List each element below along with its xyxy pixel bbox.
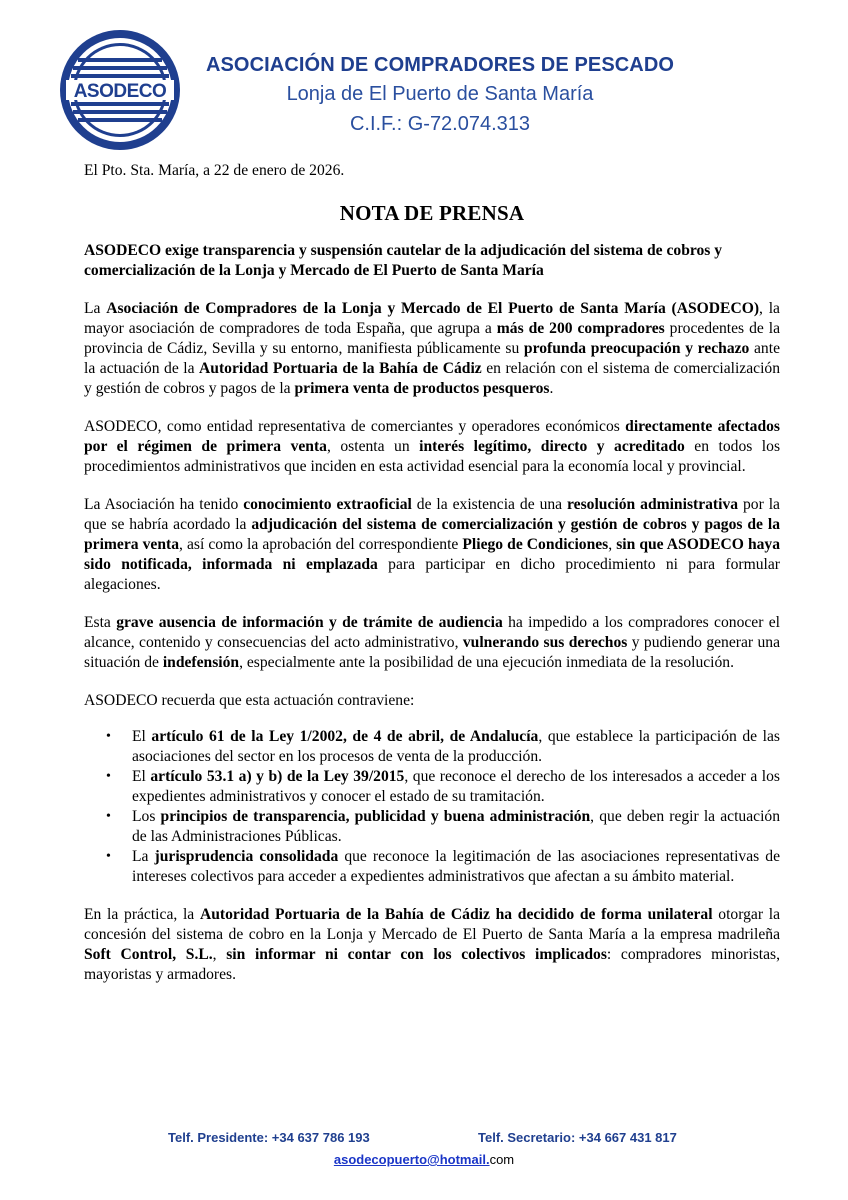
text-run: ASODECO, como entidad representativa de comerciantes y operadores económicos (84, 418, 626, 435)
paragraph-5: ASODECO recuerda que esta actuación contraviene: (84, 692, 415, 709)
text-run: , así como la aprobación del correspondiente (179, 536, 463, 553)
bold-run: principios de transparencia, publicidad y buena administración (160, 808, 591, 825)
text-run: : compradores minoristas, mayoristas y armadores. (84, 946, 780, 983)
bold-run: profunda preocupación y rechazo (523, 340, 750, 357)
bold-run: artículo 61 de la Ley 1/2002, de 4 de abril, de Andalucía (151, 728, 539, 745)
bold-run: adjudicación del sistema de comercialización y gestión de cobros y pagos de la primera venta (84, 516, 780, 553)
email-link[interactable]: asodecopuerto@hotmail. (333, 1152, 490, 1167)
text-run: en relación con el sistema de comercialización y gestión de cobros y pagos de la (84, 360, 780, 397)
email-tail: com (489, 1152, 515, 1167)
text-run: , la mayor asociación de compradores de toda España, que agrupa a (84, 300, 780, 337)
secretary-phone: Telf. Secretario: +34 667 431 817 (478, 1130, 677, 1145)
text-run: En la práctica, la (84, 906, 200, 923)
text-run: de la existencia de una (411, 496, 568, 513)
lead-paragraph: ASODECO exige transparencia y suspensión cautelar de la adjudicación del sistema de cobros y comercialización de la Lonja y Mercado de El Puerto de Santa María (84, 242, 723, 279)
bold-run: Autoridad Portuaria de la Bahía de Cádiz ha decidido de forma unilateral (199, 906, 713, 923)
text-run: y pudiendo generar una situación de (84, 634, 780, 671)
bullet-icon: • (106, 769, 111, 784)
text-run: , que establece la participación de las asociaciones del sector en los procesos de venta de la producción. (132, 728, 780, 765)
text-run: El (132, 728, 152, 745)
bold-run: artículo 53.1 a) y b) de la Ley 39/2015 (150, 768, 405, 785)
text-run: por la que se habría acordado la (84, 496, 780, 533)
document-heading: NOTA DE PRENSA (339, 201, 525, 225)
bold-run: sin que ASODECO haya sido notificada, informada ni emplazada (84, 536, 781, 573)
text-run: , (212, 946, 227, 963)
paragraph-1 (84, 299, 780, 399)
text-run: , (608, 536, 617, 553)
bold-run: primera venta de productos pesqueros (294, 380, 550, 397)
text-run: , ostenta un (326, 438, 420, 455)
association-subtitle: Lonja de El Puerto de Santa María (286, 83, 594, 105)
bullet-icon: • (106, 809, 111, 824)
text-run: Los (132, 808, 161, 825)
text-run: procedentes de la provincia de Cádiz, Sevilla y su entorno, manifiesta públicamente su (84, 320, 781, 357)
president-phone: Telf. Presidente: +34 637 786 193 (168, 1130, 370, 1145)
bold-run: Soft Control, S.L. (84, 946, 213, 963)
bold-run: Autoridad Portuaria de la Bahía de Cádiz (199, 360, 482, 377)
text-run: La (132, 848, 155, 865)
text-run: que reconoce la legitimación de las asociaciones representativas de intereses colectivos para acceder a expedientes administrativos que afectan a su ámbito material. (132, 848, 780, 885)
bold-run: indefensión (162, 654, 240, 671)
text-run: , especialmente ante la posibilidad de una ejecución inmediata de la resolución. (239, 654, 735, 671)
date-line: El Pto. Sta. María, a 22 de enero de 2026. (84, 162, 345, 179)
paragraph-6 (84, 905, 780, 985)
bullet-icon: • (106, 729, 111, 744)
list-item (106, 767, 780, 807)
bold-run: jurisprudencia consolidada (154, 848, 339, 865)
logo-text: ASODECO (73, 81, 167, 102)
list-item (106, 727, 780, 767)
bold-run: más de 200 compradores (496, 320, 665, 337)
text-run: otorgar la concesión del sistema de cobro en la Lonja y Mercado de El Puerto de Santa María a la empresa madrileña (84, 906, 780, 943)
text-run: La (84, 300, 107, 317)
bold-run: directamente afectados por el régimen de primera venta (84, 418, 781, 455)
footer-email (0, 1152, 848, 1167)
bold-run: sin informar ni contar con los colectivos implicados (226, 946, 607, 963)
text-run: , que reconoce el derecho de los interesados a acceder a los expedientes administrativos y conocer el estado de su tramitación. (132, 768, 780, 805)
paragraph-3 (84, 495, 780, 595)
text-run: El (132, 768, 151, 785)
bold-run: Asociación de Compradores de la Lonja y Mercado de El Puerto de Santa María (ASODECO) (106, 300, 760, 317)
paragraph-2 (84, 417, 780, 477)
asodeco-logo-icon (58, 28, 182, 152)
bold-run: Pliego de Condiciones (462, 536, 609, 553)
document-body (84, 161, 780, 1003)
text-run: en todos los procedimientos administrativos que inciden en esta actividad esencial para la economía local y provincial. (84, 438, 781, 475)
text-run: ante la actuación de la (84, 340, 780, 377)
association-name: ASOCIACIÓN DE COMPRADORES DE PESCADO (205, 54, 675, 76)
bold-run: resolución administrativa (567, 496, 739, 513)
legal-references-list (84, 727, 780, 887)
bold-run: interés legítimo, directo y acreditado (419, 438, 685, 455)
list-item (106, 847, 780, 887)
list-item (106, 807, 780, 847)
bold-run: vulnerando sus derechos (462, 634, 628, 651)
association-cif: C.I.F.: G-72.074.313 (349, 113, 531, 135)
bold-run: grave ausencia de información y de trámite de audiencia (116, 614, 503, 631)
paragraph-4 (84, 613, 780, 673)
bullet-icon: • (106, 849, 111, 864)
letterhead (200, 50, 680, 139)
page-footer (0, 1130, 848, 1167)
text-run: para participar en dicho procedimiento ni para formular alegaciones. (84, 556, 780, 593)
text-run: La Asociación ha tenido (84, 496, 244, 513)
text-run: Esta (84, 614, 117, 631)
text-run: , que deben regir la actuación de las Administraciones Públicas. (132, 808, 780, 845)
bold-run: conocimiento extraoficial (243, 496, 412, 513)
footer-phones (0, 1130, 848, 1152)
text-run: . (549, 380, 554, 397)
text-run: ha impedido a los compradores conocer el alcance, contenido y consecuencias del acto administrativo, (84, 614, 780, 651)
